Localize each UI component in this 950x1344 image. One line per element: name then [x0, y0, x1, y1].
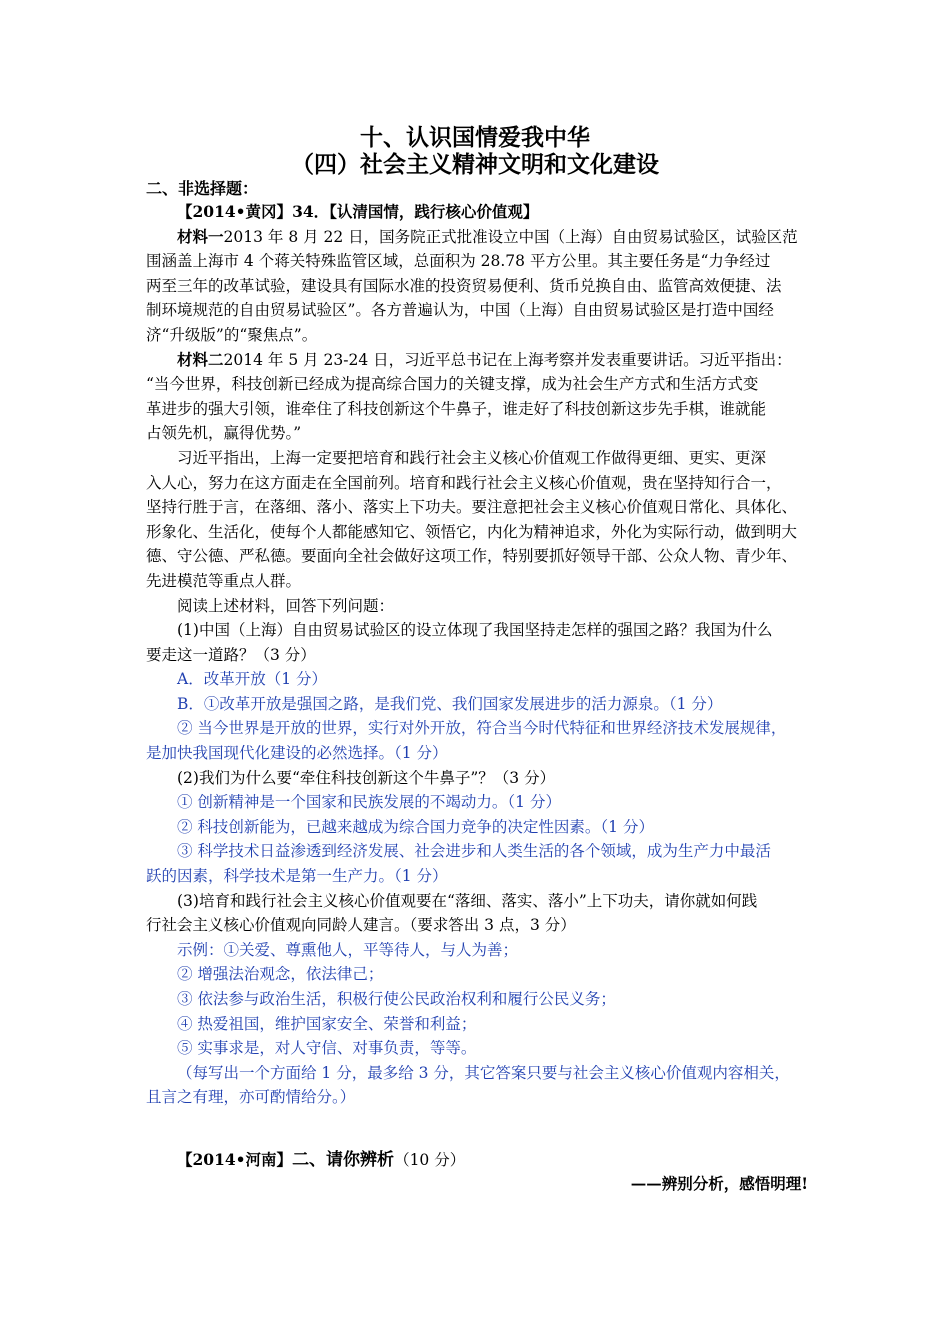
- material-3-line: 德、守公德、严私德。要面向全社会做好这项工作，特别要抓好领导干部、公众人物、青少年、: [146, 547, 798, 566]
- material-2-line: 占领先机，赢得优势。”: [146, 424, 302, 443]
- answer-line: A．改革开放（1 分）: [177, 670, 327, 689]
- sub-question-3: (3)培育和践行社会主义核心价值观要在“落细、落实、落小”上下功夫，请你就如何践: [177, 891, 758, 910]
- question-henan: [146, 1148, 816, 1173]
- sub-question-1: (1)中国（上海）自由贸易试验区的设立体现了我国坚持走怎样的强国之路？我国为什么: [177, 621, 773, 640]
- answer-line: 是加快我国现代化建设的必然选择。（1 分）: [146, 744, 448, 763]
- material-1-line: 制环境规范的自由贸易试验区”。各方普遍认为，中国（上海）自由贸易试验区是打造中国经: [146, 301, 774, 320]
- answer-line: ③ 科学技术日益渗透到经济发展、社会进步和人类生活的各个领域，成为生产力中最活: [177, 842, 771, 861]
- material-3-line: 入人心，努力在这方面走在全国前列。培育和践行社会主义核心价值观，贵在坚持知行合一，: [146, 473, 782, 492]
- answer-line: 跃的因素，科学技术是第一生产力。（1 分）: [146, 867, 448, 886]
- material-2-line: 革进步的强大引领，谁牵住了科技创新这个牛鼻子，谁走好了科技创新这步先手棋，谁就能: [146, 399, 767, 418]
- material-3-line: 先进模范等重点人群。: [146, 571, 302, 590]
- question-heading: 【2014•黄冈】34．【认清国情，践行核心价值观】: [177, 202, 539, 221]
- document-title: 十、认识国情爱我中华: [360, 124, 590, 151]
- answer-line: B．①改革开放是强国之路，是我们党、我们国家发展进步的活力源泉。（1 分）: [177, 694, 723, 713]
- answer-line: ① 创新精神是一个国家和民族发展的不竭动力。（1 分）: [177, 793, 561, 812]
- motto: ——辨别分析，感悟明理!: [630, 1174, 808, 1193]
- sub-question-1: 要走这一道路？（3 分）: [146, 645, 316, 664]
- answer-line: 示例：①关爱、尊熏他人，平等待人，与人为善；: [177, 940, 519, 959]
- scoring-note: 且言之有理，亦可酌情给分。）: [146, 1088, 356, 1107]
- answer-line: ② 当今世界是开放的世界，实行对外开放，符合当今时代特征和世界经济技术发展规律，: [177, 719, 787, 738]
- material-2-line: 材料二2014 年 5 月 23-24 日，习近平总书记在上海考察并发表重要讲话。习近平指出：: [177, 349, 792, 369]
- answer-line: ② 科技创新能为，已越来越成为综合国力竞争的决定性因素。（1 分）: [177, 817, 654, 836]
- answer-line: ⑤ 实事求是，对人守信、对事负责，等等。: [177, 1039, 477, 1058]
- material-2-line: “当今世界，科技创新已经成为提高综合国力的关键支撑，成为社会生产方式和生活方式变: [146, 375, 759, 394]
- question-34: [146, 200, 816, 1110]
- material-3-line: 坚持行胜于言，在落细、落小、落实上下功夫。要注意把社会主义核心价值观日常化、具体化、: [146, 498, 798, 517]
- material-3-line: 习近平指出，上海一定要把培育和践行社会主义核心价值观工作做得更细、更实、更深: [177, 448, 767, 467]
- sub-question-2: (2)我们为什么要“牵住科技创新这个牛鼻子”？（3 分）: [177, 768, 556, 787]
- answer-line: ② 增强法治观念，依法律己；: [177, 965, 384, 984]
- answer-line: ③ 依法参与政治生活，积极行使公民政治权利和履行公民义务；: [177, 990, 616, 1008]
- material-1-line: 济“升级版”的“聚焦点”。: [146, 325, 318, 344]
- material-1-line: 两至三年的改革试验，建设具有国际水准的投资贸易便利、货币兑换自由、监管高效便捷、法: [146, 276, 782, 295]
- material-3-line: 形象化、生活化，使每个人都能感知它、领悟它，内化为精神追求，外化为实际行动，做到明大: [146, 522, 798, 541]
- material-1-line: 材料一2013 年 8 月 22 日，国务院正式批准设立中国（上海）自由贸易试验区，试验区范: [177, 226, 798, 246]
- sub-question-3: 行社会主义核心价值观向同龄人建言。（要求答出 3 点，3 分）: [146, 916, 576, 935]
- prompt: 阅读上述材料，回答下列问题：: [177, 596, 395, 615]
- section-heading: 二、非选择题：: [146, 179, 259, 198]
- material-1-line: 围涵盖上海市 4 个蒋关特殊监管区域，总面积为 28.78 平方公里。其主要任务是“力争经过: [146, 252, 771, 271]
- scoring-note: （每写出一个方面给 1 分，最多给 3 分，其它答案只要与社会主义核心价值观内容相关，: [177, 1063, 790, 1082]
- answer-line: ④ 热爱祖国，维护国家安全、荣誉和利益；: [177, 1014, 477, 1033]
- document-subtitle: （四）社会主义精神文明和文化建设: [291, 151, 659, 178]
- question-heading: 【2014•河南】二、请你辨析（10 分）: [177, 1150, 466, 1170]
